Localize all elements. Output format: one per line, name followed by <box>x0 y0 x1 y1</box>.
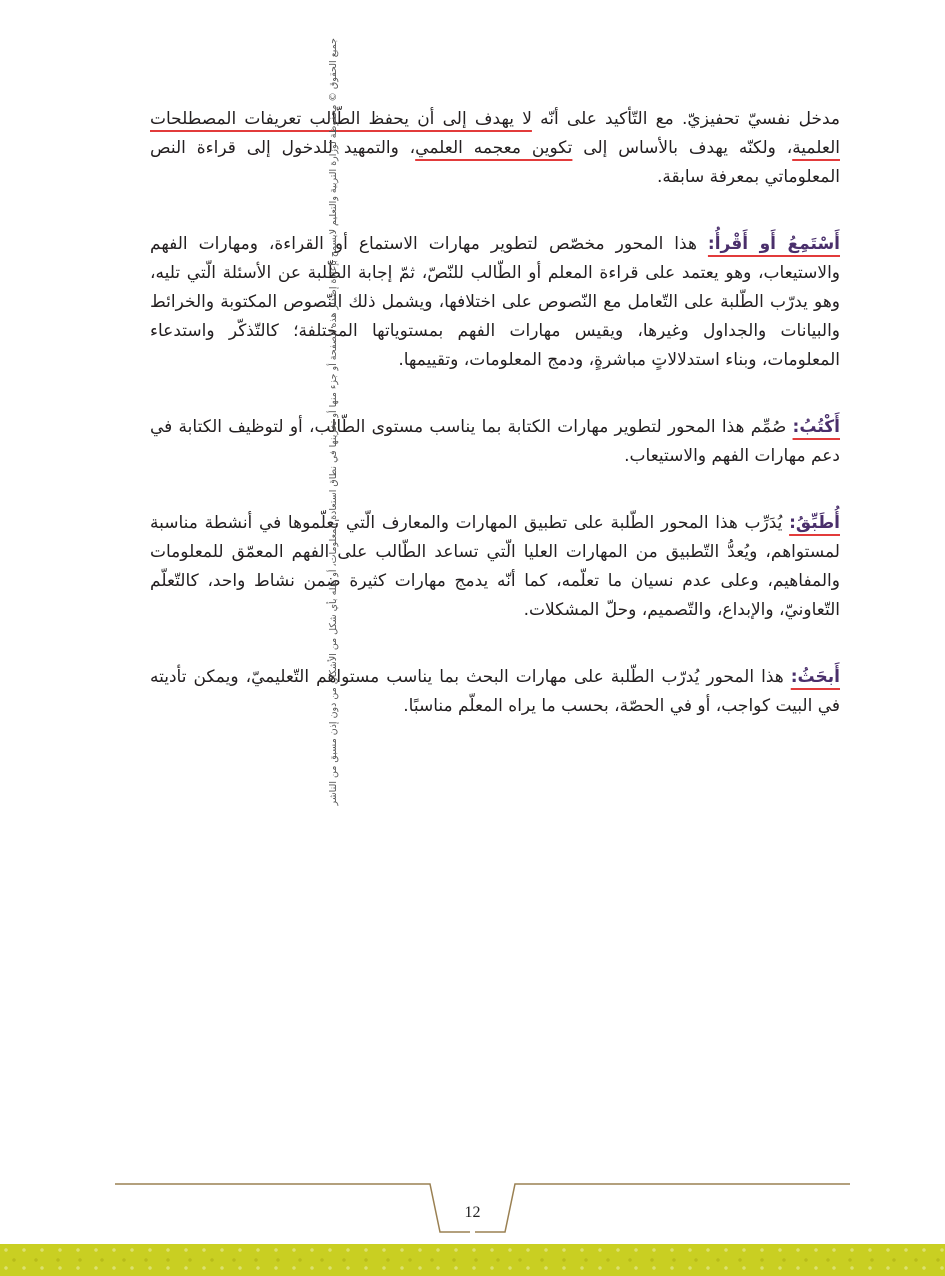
bottom-decorative-band <box>0 1244 945 1276</box>
intro-underlined-1: لا يهدف إلى أن يحفظ الطّالب تعريفات المصطلحات العلمية <box>150 109 840 158</box>
write-heading: أَكْتُبُ: <box>792 417 840 437</box>
apply-heading: أُطَبِّقُ: <box>789 513 840 533</box>
research-body: هذا المحور يُدرّب الطّلبة على مهارات البحث بما يناسب مستواهم التّعليميّ، ويمكن تأديته في البيت كواجب، أو في الحصّة، بحسب ما يراه المعلّم مناسبًا. <box>150 667 840 716</box>
listen-read-paragraph <box>150 230 840 375</box>
write-body: صُمِّم هذا المحور لتطوير مهارات الكتابة بما يناسب مستوى الطّالب، أو لتوظيف الكتابة في دعم مهارات الفهم والاستيعاب. <box>150 417 840 466</box>
listen-read-body: هذا المحور مخصّص لتطوير مهارات الاستماع أو القراءة، ومهارات الفهم والاستيعاب، وهو يعتمد على قراءة المعلم أو الطّالب للنّصّ، ثمّ إجابة الطّلبة عن الأسئلة الّتي تليه، وهو يدرّب الطّلبة على التّعامل مع النّصوص على اختلافها، ويشمل ذلك النّصوص المكتوبة والخرائط والبيانات والجداول وغيرها، ويقيس مهارات الفهم بمستوياتها المختلفة؛ كالتّذكّر واستدعاء المعلومات، وبناء استدلالاتٍ مباشرةٍ، ودمج المعلومات، وتقييمها. <box>150 234 840 370</box>
footer-line-left <box>115 1184 470 1232</box>
intro-paragraph <box>150 105 840 192</box>
research-paragraph <box>150 663 840 721</box>
research-heading: أَبحَثُ: <box>790 667 840 687</box>
intro-underlined-2: تكوين معجمه العلمي <box>415 138 573 158</box>
intro-text-3: ، والتمهيد للدخول إلى قراءة النص المعلوماتي بمعرفة سابقة. <box>150 138 840 187</box>
intro-text-1: مدخل نفسيّ تحفيزيّ. مع التّأكيد على أنّه <box>531 109 840 129</box>
apply-paragraph <box>150 509 840 625</box>
apply-body: يُدَرِّب هذا المحور الطّلبة على تطبيق المهارات والمعارف الّتي تعلّموها في أنشطة مناسبة لمستواهم، ويُعدُّ التّطبيق من المهارات العليا الّتي تساعد الطّالب على الفهم المعمّق للمعلومات والمفاهيم، وعلى عدم نسيان ما تعلّمه، كما أنّه يدمج مهارات كثيرة ضمن نشاط واحد، كالتّعلّم التّعاونيّ، والإبداع، والتّصميم، وحلّ المشكلات. <box>150 513 840 620</box>
footer-line-right <box>475 1184 850 1232</box>
listen-read-heading: أَسْتَمِعُ أَو أَقْرأُ: <box>707 234 840 254</box>
copyright-side-note: جميع الحقوق © محفوظة لوزارة التربية والتعليم لايسمح بإعادة إصدار هذه الصفحة أو جزء منها أو تخزينها في نطاق استعادة المعلومات، أو نقله بأي شكل من الأشكال من دون إذن مسبق من الناشر <box>328 38 339 806</box>
page-number: 12 <box>464 1204 481 1221</box>
write-paragraph <box>150 413 840 471</box>
intro-text-2: ، ولكنّه يهدف بالأساس إلى <box>572 138 793 158</box>
main-content <box>150 105 840 759</box>
